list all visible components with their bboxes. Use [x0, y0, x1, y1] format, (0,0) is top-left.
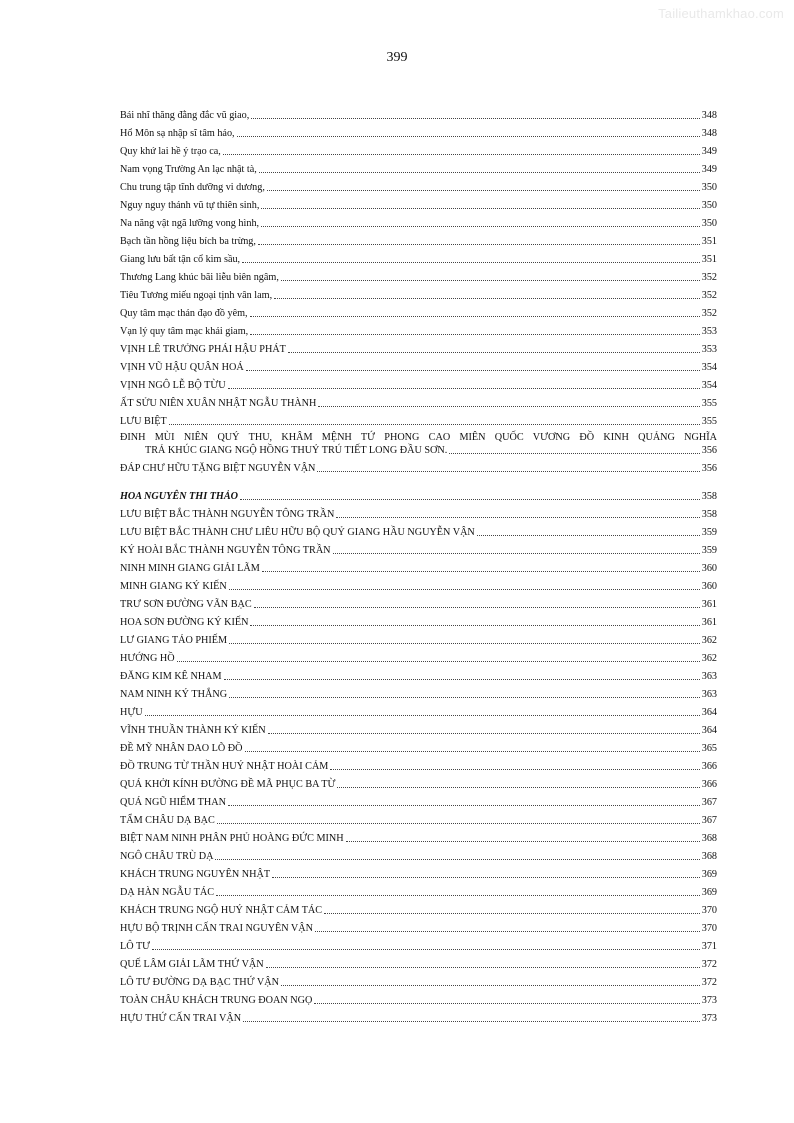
toc-entry-title: Chu trung tập tĩnh dưỡng vi dương, — [120, 182, 265, 193]
toc-entry-page: 349 — [701, 146, 717, 157]
dot-leader — [240, 499, 700, 500]
toc-entry-title: KHÁCH TRUNG NGỘ HUÝ NHẬT CẢM TÁC — [120, 905, 323, 916]
toc-entry-title: Na năng vật ngã lưỡng vong hình, — [120, 218, 260, 229]
toc-entry-title: HOA SƠN ĐƯỜNG KÝ KIẾN — [120, 617, 249, 628]
toc-entry-title: ĐỒ TRUNG TỪ THẦN HUÝ NHẬT HOÀI CẢM — [120, 761, 329, 772]
toc-entry[interactable] — [120, 935, 717, 953]
toc-entry-title: ẤT SỬU NIÊN XUÂN NHẬT NGẪU THÀNH — [120, 398, 317, 409]
dot-leader — [250, 334, 700, 335]
toc-entry[interactable] — [120, 791, 717, 809]
toc-entry-long[interactable] — [120, 428, 717, 457]
toc-entry[interactable] — [120, 392, 717, 410]
toc-entry-page: 353 — [701, 326, 717, 337]
toc-group-b — [120, 457, 717, 475]
dot-leader — [177, 661, 700, 662]
dot-leader — [288, 352, 700, 353]
watermark: Tailieuthamkhao.com — [658, 6, 784, 21]
toc-entry[interactable] — [120, 503, 717, 521]
dot-leader — [333, 553, 700, 554]
toc-entry[interactable] — [120, 176, 717, 194]
toc-entry[interactable] — [120, 647, 717, 665]
dot-leader — [250, 625, 699, 626]
toc-entry-page: 370 — [701, 923, 717, 934]
toc-entry-page: 371 — [701, 941, 717, 952]
dot-leader — [228, 388, 700, 389]
toc-entry-page: 364 — [701, 707, 717, 718]
toc-entry-page: 369 — [701, 887, 717, 898]
toc-entry-title: KHÁCH TRUNG NGUYÊN NHẬT — [120, 869, 271, 880]
toc-entry[interactable] — [120, 266, 717, 284]
toc-entry-title: NINH MINH GIANG GIẢI LÃM — [120, 563, 260, 574]
toc-entry-page: 361 — [701, 599, 717, 610]
dot-leader — [250, 316, 700, 317]
dot-leader — [318, 406, 699, 407]
toc-group-c — [120, 503, 717, 1025]
toc-entry-title: Vạn lý quy tâm mạc khải giam, — [120, 326, 249, 337]
toc-entry-title-line1: ĐINH MÙI NIÊN QUÝ THU, KHÂM MỆNH TỨ PHONG CAO MIÊN QUỐC VƯƠNG ĐỒ KINH QUẢNG NGHĨA — [120, 432, 717, 443]
dot-leader — [237, 136, 700, 137]
section-heading-title: HOA NGUYÊN THI THẢO — [120, 491, 239, 502]
toc-entry-title: LƯU BIỆT BẮC THÀNH NGUYỄN TÔNG TRẦN — [120, 509, 335, 520]
toc-entry-title: HỰU BỘ TRỊNH CẤN TRAI NGUYÊN VẬN — [120, 923, 313, 934]
toc-entry-page: 366 — [701, 761, 717, 772]
toc-entry[interactable] — [120, 899, 717, 917]
toc-entry-title: LƯU BIỆT — [120, 416, 167, 427]
dot-leader — [229, 589, 700, 590]
dot-leader — [246, 370, 700, 371]
toc-entry-title: ĐĂNG KIM KÊ NHAM — [120, 671, 222, 682]
toc-entry-title: TRƯ SƠN ĐƯỜNG VÃN BẠC — [120, 599, 252, 610]
toc-entry-title: DẠ HÀN NGẪU TÁC — [120, 887, 215, 898]
toc-entry-title: HỰU THỨ CẤN TRAI VẬN — [120, 1013, 242, 1024]
toc-section-heading[interactable] — [120, 485, 717, 503]
toc-entry[interactable] — [120, 575, 717, 593]
dot-leader — [317, 471, 699, 472]
dot-leader — [169, 424, 700, 425]
toc-entry-page: 372 — [701, 977, 717, 988]
page-number: 399 — [386, 50, 408, 65]
toc-entry-page: 365 — [701, 743, 717, 754]
toc-entry-page: 362 — [701, 635, 717, 646]
toc-entry-page: 362 — [701, 653, 717, 664]
toc-entry-title: VỊNH VŨ HẬU QUÂN HOÁ — [120, 362, 244, 373]
toc-entry[interactable] — [120, 683, 717, 701]
toc-entry[interactable] — [120, 212, 717, 230]
toc-entry-page: 358 — [701, 509, 717, 520]
dot-leader — [314, 1003, 699, 1004]
dot-leader — [242, 262, 700, 263]
toc-entry-page: 354 — [701, 380, 717, 391]
toc-entry-page: 350 — [701, 182, 717, 193]
toc-entry-page: 349 — [701, 164, 717, 175]
dot-leader — [336, 517, 699, 518]
toc-entry-title: HỰU — [120, 707, 143, 718]
toc-entry[interactable] — [120, 881, 717, 899]
toc-group-a — [120, 104, 717, 428]
dot-leader — [274, 298, 700, 299]
dot-leader — [330, 769, 699, 770]
dot-leader — [216, 895, 700, 896]
toc-entry-page: 363 — [701, 689, 717, 700]
toc-entry[interactable] — [120, 194, 717, 212]
toc-entry[interactable] — [120, 521, 717, 539]
toc-entry[interactable] — [120, 302, 717, 320]
toc-entry[interactable] — [120, 356, 717, 374]
toc-entry-title-line2: TRẢ KHÚC GIANG NGỘ HỒNG THUỶ TRÚ TIẾT LONG ĐẦU SƠN. — [145, 445, 448, 456]
toc-entry-title: TẨM CHÂU DẠ BẠC — [120, 815, 215, 826]
toc-entry[interactable] — [120, 230, 717, 248]
toc-entry-page: 351 — [701, 254, 717, 265]
dot-leader — [243, 1021, 700, 1022]
toc-entry-page: 354 — [701, 362, 717, 373]
toc-entry-title: Bạch tần hồng liệu bích ba trừng, — [120, 236, 256, 247]
toc-entry[interactable] — [120, 593, 717, 611]
toc-entry-page: 359 — [701, 545, 717, 556]
toc-entry[interactable] — [120, 953, 717, 971]
toc-entry-title: QUÁ KHỞI KÍNH ĐƯỜNG ĐỀ MÃ PHỤC BA TỪ — [120, 779, 336, 790]
toc-entry-page: 352 — [701, 272, 717, 283]
toc-entry-title: Giang lưu bất tận cổ kim sầu, — [120, 254, 241, 265]
toc-entry-title: ĐỀ MỸ NHÂN DAO LÕ ĐỒ — [120, 743, 243, 754]
toc-entry[interactable] — [120, 737, 717, 755]
toc-entry-page: 361 — [701, 617, 717, 628]
toc-entry-title: TOÀN CHÂU KHÁCH TRUNG ĐOAN NGỌ — [120, 995, 313, 1006]
toc-entry[interactable] — [120, 410, 717, 428]
dot-leader — [477, 535, 700, 536]
toc-entry[interactable] — [120, 539, 717, 557]
toc-entry-page: 348 — [701, 128, 717, 139]
toc-entry-title: BIỆT NAM NINH PHÂN PHỦ HOÀNG ĐỨC MINH — [120, 833, 344, 844]
toc-entry-page: 356 — [701, 445, 717, 456]
dot-leader — [261, 208, 699, 209]
toc-entry-page: 360 — [701, 563, 717, 574]
toc-entry-title: VỊNH LÊ TRƯỞNG PHÁI HẬU PHÁT — [120, 344, 286, 355]
dot-leader — [272, 877, 700, 878]
dot-leader — [251, 118, 699, 119]
toc-entry[interactable] — [120, 374, 717, 392]
dot-leader — [315, 931, 700, 932]
toc-entry-title: Thương Lang khúc bãi liễu biên ngâm, — [120, 272, 279, 283]
toc-entry[interactable] — [120, 701, 717, 719]
toc-entry-title: LÔ TƯ — [120, 941, 151, 952]
dot-leader — [449, 453, 699, 454]
toc-entry[interactable] — [120, 338, 717, 356]
toc-entry[interactable] — [120, 140, 717, 158]
dot-leader — [261, 226, 700, 227]
toc-entry-title: QUẾ LÂM GIẢI LÃM THỨ VẬN — [120, 959, 264, 970]
toc-entry-page: 348 — [701, 110, 717, 121]
toc-entry-title: Nguy nguy thánh vũ tự thiên sinh, — [120, 200, 260, 211]
toc-entry[interactable] — [120, 104, 717, 122]
toc-entry[interactable] — [120, 457, 717, 475]
dot-leader — [145, 715, 700, 716]
toc-entry[interactable] — [120, 611, 717, 629]
toc-entry-title: Nam vọng Trường An lạc nhật tà, — [120, 164, 257, 175]
toc-entry-page: 355 — [701, 398, 717, 409]
toc-entry-title: Bái nhĩ thăng đằng đắc vũ giao, — [120, 110, 250, 121]
dot-leader — [266, 967, 700, 968]
toc-entry-title: Quy tâm mạc thán đạo đồ yêm, — [120, 308, 248, 319]
toc-entry-title: Tiêu Tương miếu ngoại tịnh vân lam, — [120, 290, 273, 301]
toc-entry[interactable] — [120, 773, 717, 791]
toc-entry-title: Hổ Môn sạ nhập sĩ tâm hảo, — [120, 128, 235, 139]
toc-entry[interactable] — [120, 284, 717, 302]
toc-entry-title: KÝ HOÀI BẮC THÀNH NGUYỄN TÔNG TRẦN — [120, 545, 331, 556]
toc-entry-page: 367 — [701, 815, 717, 826]
toc-entry-page: 369 — [701, 869, 717, 880]
toc-entry[interactable] — [120, 845, 717, 863]
toc-entry[interactable] — [120, 863, 717, 881]
dot-leader — [259, 172, 700, 173]
toc-entry-page: 368 — [701, 851, 717, 862]
toc-entry-title: NGÔ CHÂU TRÙ DẠ — [120, 851, 214, 862]
dot-leader — [245, 751, 700, 752]
dot-leader — [268, 733, 700, 734]
dot-leader — [258, 244, 700, 245]
dot-leader — [152, 949, 700, 950]
toc-entry-page: 373 — [701, 1013, 717, 1024]
dot-leader — [262, 571, 700, 572]
toc-entry-title: QUÁ NGŨ HIỂM THAN — [120, 797, 226, 808]
toc-entry-title: VĨNH THUẦN THÀNH KÝ KIẾN — [120, 725, 266, 736]
toc-entry[interactable] — [120, 122, 717, 140]
toc-entry[interactable] — [120, 629, 717, 647]
toc-entry[interactable] — [120, 665, 717, 683]
toc-entry[interactable] — [120, 827, 717, 845]
dot-leader — [217, 823, 700, 824]
toc-entry-page: 366 — [701, 779, 717, 790]
dot-leader — [346, 841, 700, 842]
toc-entry-title: LƯU BIỆT BẮC THÀNH CHƯ LIÊU HỮU BỘ QUỶ GIANG HẦU NGUYỄN VẬN — [120, 527, 475, 538]
toc-entry[interactable] — [120, 557, 717, 575]
toc-entry-title: ĐÁP CHƯ HỮU TẶNG BIỆT NGUYỄN VẬN — [120, 463, 316, 474]
toc-entry-title: VỊNH NGÔ LỄ BỘ TỪU — [120, 380, 226, 391]
toc-entry-page: 355 — [701, 416, 717, 427]
table-of-contents — [120, 104, 717, 1025]
toc-entry-title: HƯỚNG HỒ — [120, 653, 175, 664]
section-heading-page: 358 — [701, 491, 717, 502]
toc-entry-page: 359 — [701, 527, 717, 538]
toc-entry-page: 370 — [701, 905, 717, 916]
dot-leader — [267, 190, 700, 191]
toc-entry-page: 367 — [701, 797, 717, 808]
toc-entry[interactable] — [120, 320, 717, 338]
toc-entry[interactable] — [120, 917, 717, 935]
toc-entry-page: 350 — [701, 218, 717, 229]
toc-entry[interactable] — [120, 248, 717, 266]
toc-entry[interactable] — [120, 989, 717, 1007]
toc-entry-title: LƯ GIANG TẢO PHIẾM — [120, 635, 228, 646]
toc-entry[interactable] — [120, 971, 717, 989]
dot-leader — [229, 697, 700, 698]
toc-entry-page: 360 — [701, 581, 717, 592]
dot-leader — [215, 859, 699, 860]
toc-entry-page: 363 — [701, 671, 717, 682]
toc-entry-page: 368 — [701, 833, 717, 844]
toc-entry-title: NAM NINH KÝ THẮNG — [120, 689, 228, 700]
toc-entry-page: 352 — [701, 308, 717, 319]
toc-entry-page: 352 — [701, 290, 717, 301]
dot-leader — [337, 787, 699, 788]
dot-leader — [228, 805, 700, 806]
dot-leader — [324, 913, 700, 914]
toc-entry[interactable] — [120, 755, 717, 773]
toc-entry-title: MINH GIANG KÝ KIẾN — [120, 581, 227, 592]
toc-entry-page: 353 — [701, 344, 717, 355]
dot-leader — [224, 679, 700, 680]
dot-leader — [281, 985, 700, 986]
toc-entry-page: 356 — [701, 463, 717, 474]
toc-entry[interactable] — [120, 719, 717, 737]
toc-entry[interactable] — [120, 158, 717, 176]
toc-entry[interactable] — [120, 809, 717, 827]
toc-entry-title: LÔ TƯ ĐƯỜNG DẠ BẠC THỨ VẬN — [120, 977, 279, 988]
toc-entry[interactable] — [120, 1007, 717, 1025]
dot-leader — [229, 643, 700, 644]
toc-entry-page: 364 — [701, 725, 717, 736]
toc-entry-page: 372 — [701, 959, 717, 970]
toc-entry-page: 351 — [701, 236, 717, 247]
dot-leader — [281, 280, 700, 281]
dot-leader — [223, 154, 700, 155]
toc-entry-page: 373 — [701, 995, 717, 1006]
toc-entry-page: 350 — [701, 200, 717, 211]
toc-entry-title: Quy khứ lai hề ý trạo ca, — [120, 146, 221, 157]
dot-leader — [254, 607, 700, 608]
